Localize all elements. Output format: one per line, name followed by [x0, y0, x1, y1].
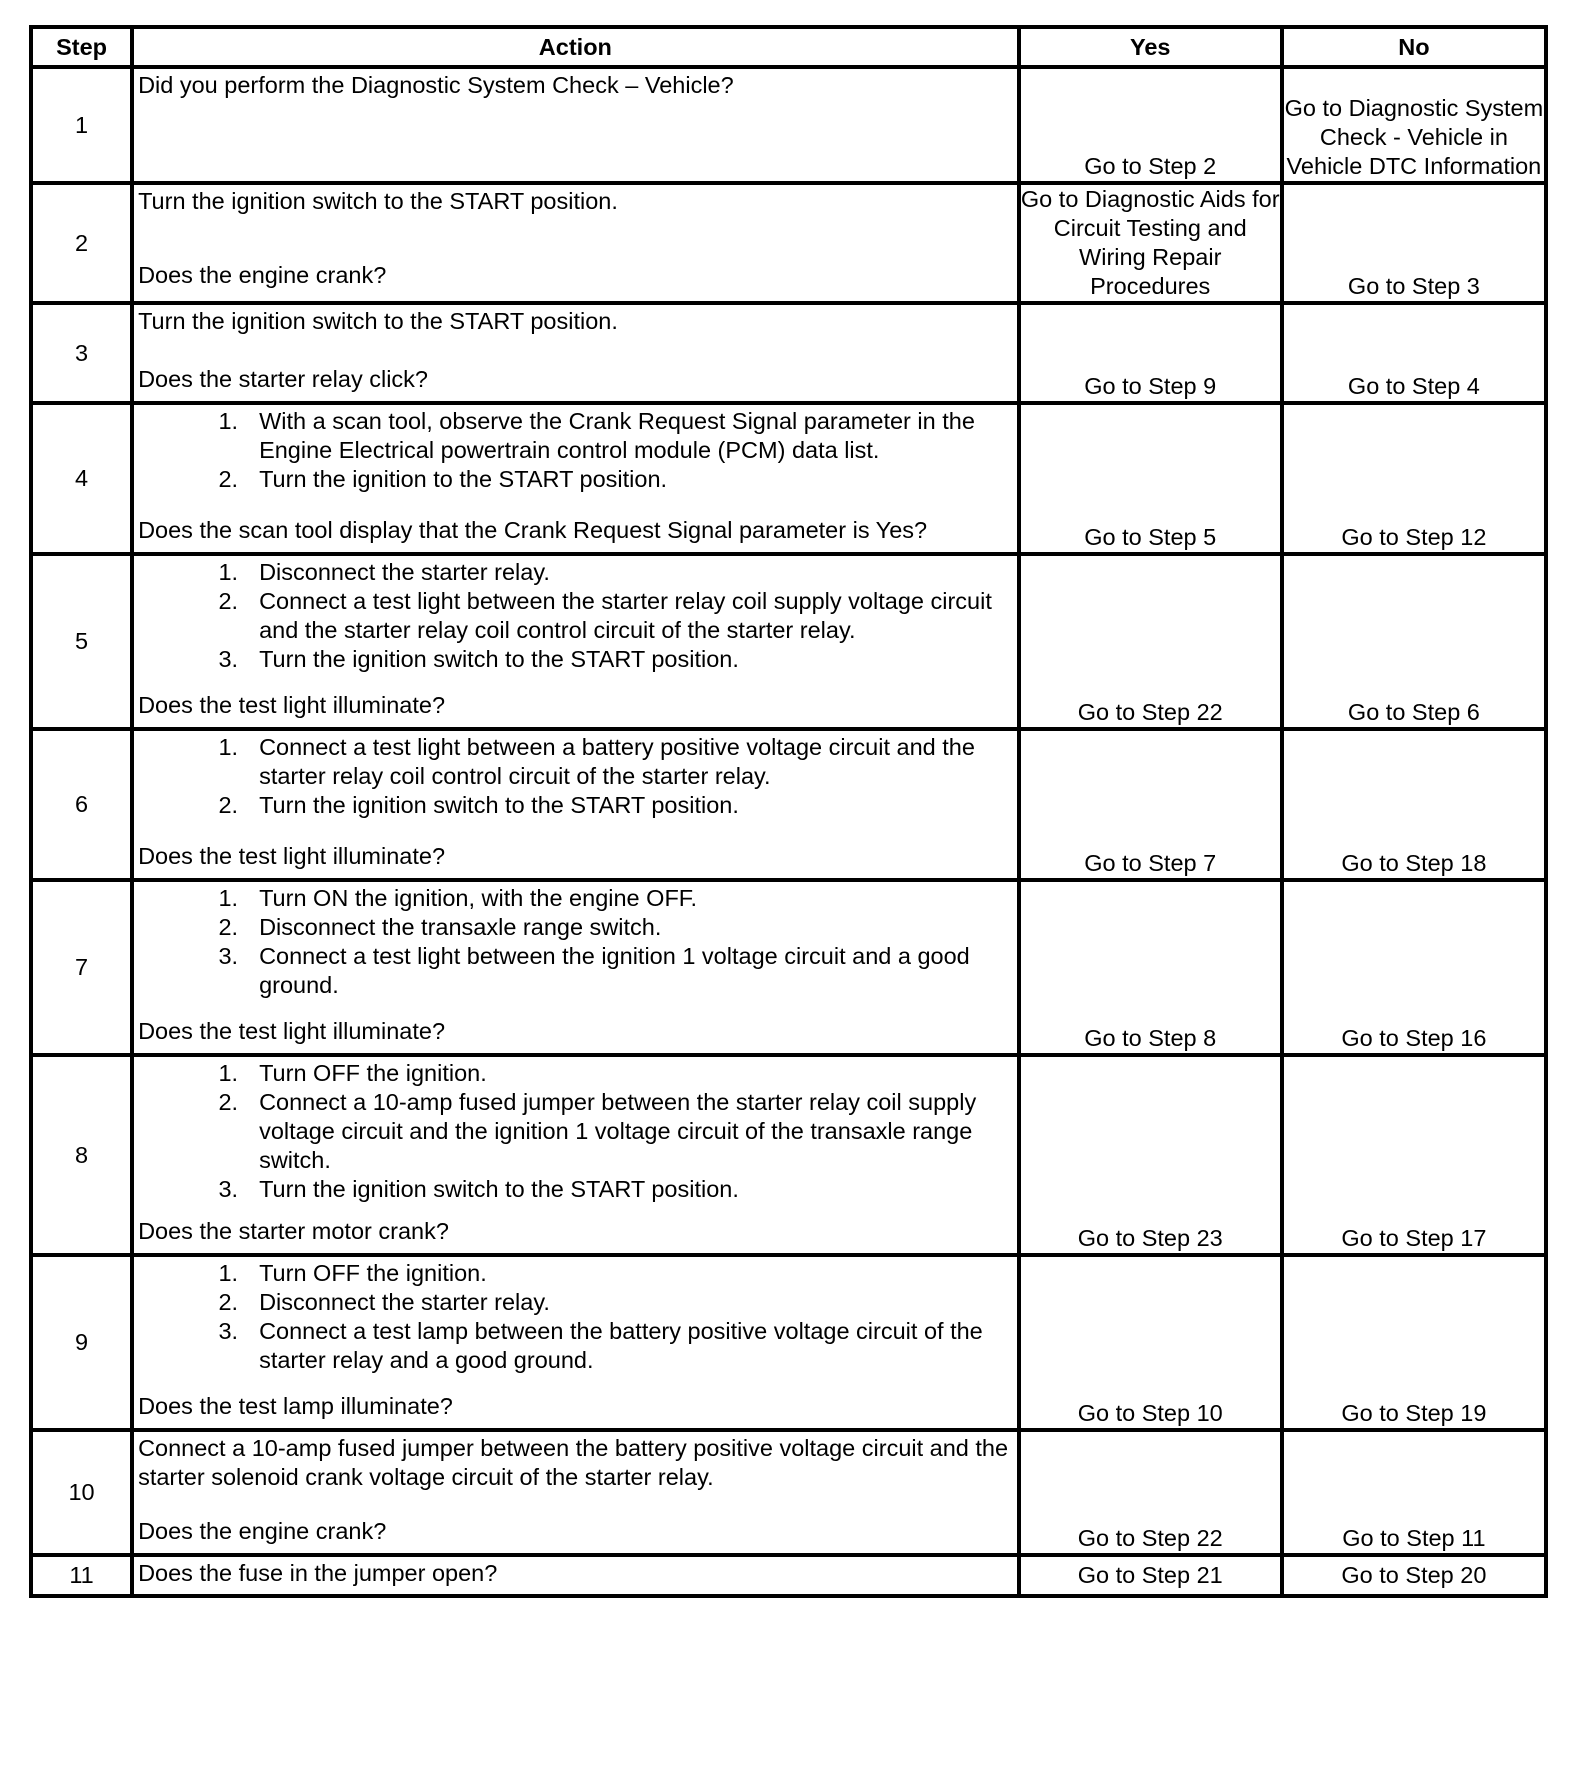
list-item-text: Disconnect the transaxle range switch. [259, 914, 662, 940]
header-step: Step [31, 27, 132, 67]
action-steps-list [138, 407, 1013, 494]
list-item [138, 791, 1013, 820]
action-cell [132, 554, 1019, 729]
action-cell [132, 403, 1019, 554]
list-item-text: Turn the ignition switch to the START position. [259, 1176, 739, 1202]
list-item-number: 2. [218, 1089, 239, 1115]
action-cell [132, 880, 1019, 1055]
action-instructions [138, 733, 1013, 820]
action-instructions [138, 71, 1013, 100]
list-item-number: 2. [218, 466, 239, 492]
action-question: Does the test light illuminate? [138, 843, 446, 869]
step-number: 1 [31, 67, 132, 183]
action-steps-list [138, 884, 1013, 1000]
no-result: Go to Step 20 [1282, 1555, 1546, 1596]
yes-result: Go to Step 21 [1019, 1555, 1282, 1596]
list-item-text: Turn the ignition switch to the START position. [259, 646, 739, 672]
no-result: Go to Step 3 [1282, 183, 1546, 303]
action-instructions [138, 307, 1013, 336]
yes-result: Go to Step 2 [1019, 67, 1282, 183]
table-row [31, 67, 1546, 183]
table-row [31, 1055, 1546, 1255]
table-body [31, 67, 1546, 1596]
table-row [31, 729, 1546, 880]
list-item [138, 1259, 1013, 1288]
step-number: 3 [31, 303, 132, 403]
table-row [31, 183, 1546, 303]
no-result: Go to Step 16 [1282, 880, 1546, 1055]
list-item-text: Connect a test lamp between the battery positive voltage circuit of the starter relay and a good ground. [259, 1318, 983, 1373]
list-item [138, 913, 1013, 942]
action-cell [132, 729, 1019, 880]
step-number: 10 [31, 1430, 132, 1555]
no-result: Go to Step 4 [1282, 303, 1546, 403]
action-cell [132, 1055, 1019, 1255]
list-item-text: Turn the ignition to the START position. [259, 466, 668, 492]
list-item [138, 1059, 1013, 1088]
action-steps-list [138, 1059, 1013, 1204]
list-item-number: 2. [218, 792, 239, 818]
list-item-number: 1. [218, 885, 239, 911]
yes-result: Go to Step 9 [1019, 303, 1282, 403]
action-cell [132, 183, 1019, 303]
no-result: Go to Step 11 [1282, 1430, 1546, 1555]
list-item [138, 407, 1013, 465]
list-item [138, 465, 1013, 494]
action-cell [132, 303, 1019, 403]
action-instructions [138, 407, 1013, 494]
list-item [138, 884, 1013, 913]
list-item-text: Connect a test light between the ignition 1 voltage circuit and a good ground. [259, 943, 970, 998]
list-item-number: 1. [218, 1260, 239, 1286]
action-question: Does the test light illuminate? [138, 1018, 446, 1044]
diagnostic-table [29, 25, 1548, 1598]
list-item-number: 2. [218, 588, 239, 614]
action-intro: Does the fuse in the jumper open? [138, 1560, 498, 1586]
action-intro: Turn the ignition switch to the START position. [138, 188, 618, 214]
list-item-text: Connect a test light between the starter relay coil supply voltage circuit and the starter relay coil control circuit of the starter relay. [259, 588, 992, 643]
action-instructions [138, 558, 1013, 674]
no-result: Go to Step 18 [1282, 729, 1546, 880]
list-item [138, 558, 1013, 587]
header-row [31, 27, 1546, 67]
action-cell [132, 1430, 1019, 1555]
action-cell [132, 1255, 1019, 1430]
no-result: Go to Diagnostic System Check - Vehicle in Vehicle DTC Information [1282, 67, 1546, 183]
action-instructions [138, 187, 1013, 216]
list-item-number: 1. [218, 734, 239, 760]
list-item-number: 3. [218, 943, 239, 969]
yes-result: Go to Step 22 [1019, 554, 1282, 729]
header-action: Action [132, 27, 1019, 67]
yes-result: Go to Step 5 [1019, 403, 1282, 554]
action-question: Does the test lamp illuminate? [138, 1393, 453, 1419]
list-item-number: 3. [218, 646, 239, 672]
yes-result: Go to Step 7 [1019, 729, 1282, 880]
table-row [31, 1430, 1546, 1555]
table-row [31, 403, 1546, 554]
list-item [138, 733, 1013, 791]
list-item-text: Connect a 10-amp fused jumper between the starter relay coil supply voltage circuit and the ignition 1 voltage circuit of the transaxle range switch. [259, 1089, 977, 1173]
list-item [138, 645, 1013, 674]
list-item-number: 1. [218, 408, 239, 434]
list-item-text: Turn ON the ignition, with the engine OFF. [259, 885, 698, 911]
action-instructions [138, 1434, 1013, 1492]
action-instructions [138, 884, 1013, 1000]
step-number: 4 [31, 403, 132, 554]
list-item-number: 1. [218, 559, 239, 585]
no-result: Go to Step 12 [1282, 403, 1546, 554]
list-item [138, 1088, 1013, 1175]
action-intro: Did you perform the Diagnostic System Check – Vehicle? [138, 72, 734, 98]
list-item-text: Turn OFF the ignition. [259, 1260, 487, 1286]
table-row [31, 1555, 1546, 1596]
no-result: Go to Step 19 [1282, 1255, 1546, 1430]
list-item [138, 1288, 1013, 1317]
list-item-number: 3. [218, 1318, 239, 1344]
list-item-text: With a scan tool, observe the Crank Request Signal parameter in the Engine Electrical powertrain control module (PCM) data list. [259, 408, 975, 463]
action-instructions [138, 1259, 1013, 1375]
action-question: Does the engine crank? [138, 262, 387, 288]
list-item-text: Disconnect the starter relay. [259, 559, 550, 585]
step-number: 11 [31, 1555, 132, 1596]
list-item-number: 3. [218, 1176, 239, 1202]
action-question: Does the test light illuminate? [138, 692, 446, 718]
step-number: 5 [31, 554, 132, 729]
list-item-number: 2. [218, 914, 239, 940]
list-item [138, 1175, 1013, 1204]
action-instructions [138, 1559, 1013, 1588]
list-item-text: Turn OFF the ignition. [259, 1060, 487, 1086]
list-item-number: 2. [218, 1289, 239, 1315]
list-item-number: 1. [218, 1060, 239, 1086]
yes-result: Go to Step 23 [1019, 1055, 1282, 1255]
list-item-text: Disconnect the starter relay. [259, 1289, 550, 1315]
step-number: 7 [31, 880, 132, 1055]
step-number: 6 [31, 729, 132, 880]
table-row [31, 554, 1546, 729]
action-intro: Turn the ignition switch to the START position. [138, 308, 618, 334]
action-steps-list [138, 558, 1013, 674]
action-cell [132, 67, 1019, 183]
header-yes: Yes [1019, 27, 1282, 67]
action-question: Does the scan tool display that the Crank Request Signal parameter is Yes? [138, 517, 928, 543]
action-question: Does the starter relay click? [138, 366, 429, 392]
list-item [138, 587, 1013, 645]
yes-result: Go to Step 8 [1019, 880, 1282, 1055]
action-instructions [138, 1059, 1013, 1204]
action-cell [132, 1555, 1019, 1596]
no-result: Go to Step 17 [1282, 1055, 1546, 1255]
header-no: No [1282, 27, 1546, 67]
step-number: 2 [31, 183, 132, 303]
list-item [138, 942, 1013, 1000]
yes-result: Go to Diagnostic Aids for Circuit Testing and Wiring Repair Procedures [1019, 183, 1282, 303]
action-steps-list [138, 1259, 1013, 1375]
yes-result: Go to Step 10 [1019, 1255, 1282, 1430]
list-item [138, 1317, 1013, 1375]
action-question: Does the engine crank? [138, 1518, 387, 1544]
action-steps-list [138, 733, 1013, 820]
list-item-text: Connect a test light between a battery positive voltage circuit and the starter relay coil control circuit of the starter relay. [259, 734, 975, 789]
step-number: 9 [31, 1255, 132, 1430]
table-row [31, 303, 1546, 403]
table-row [31, 1255, 1546, 1430]
step-number: 8 [31, 1055, 132, 1255]
yes-result: Go to Step 22 [1019, 1430, 1282, 1555]
no-result: Go to Step 6 [1282, 554, 1546, 729]
list-item-text: Turn the ignition switch to the START position. [259, 792, 739, 818]
action-question: Does the starter motor crank? [138, 1218, 449, 1244]
table-row [31, 880, 1546, 1055]
action-intro: Connect a 10-amp fused jumper between the battery positive voltage circuit and the starter solenoid crank voltage circuit of the starter relay. [138, 1435, 1009, 1490]
